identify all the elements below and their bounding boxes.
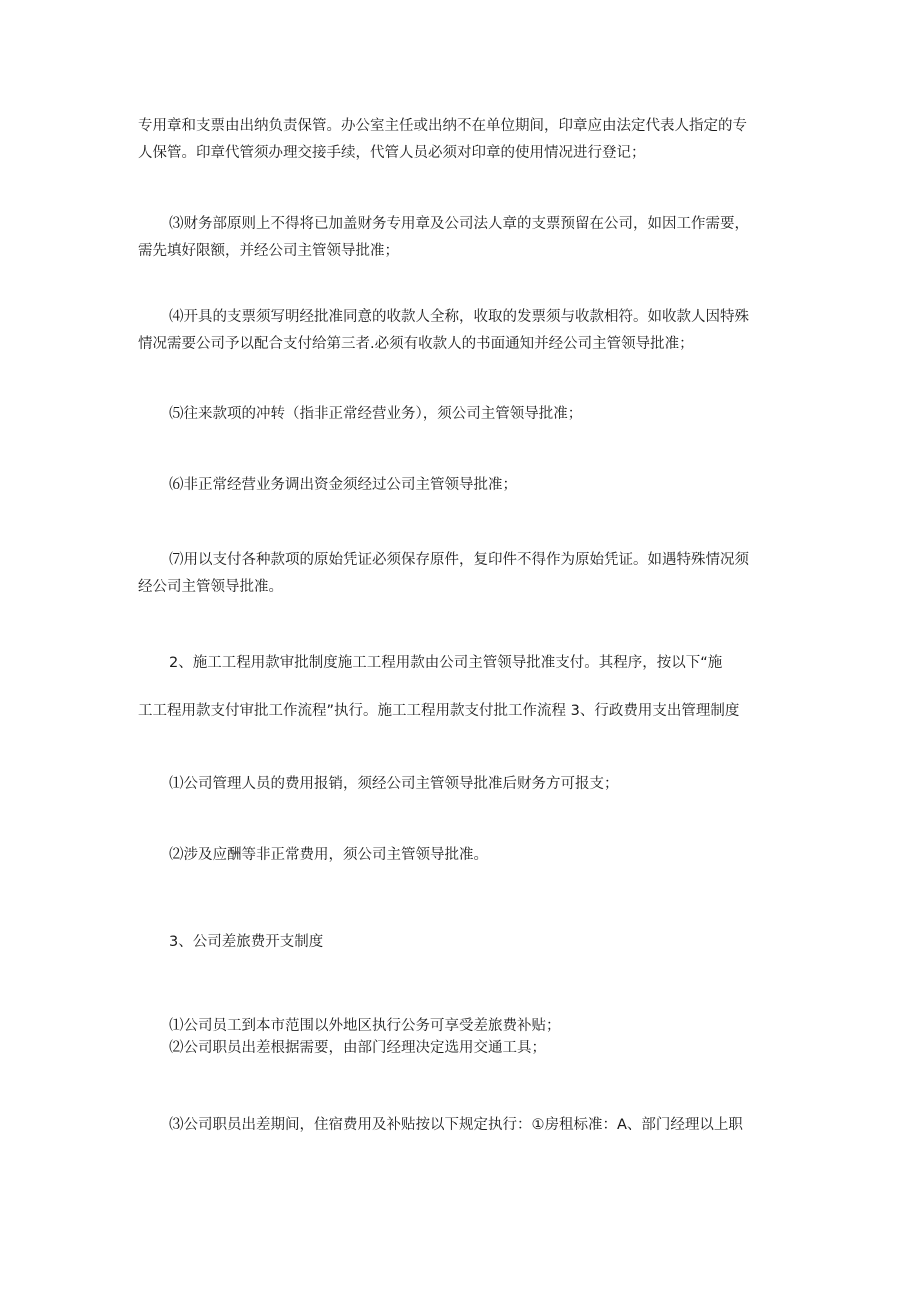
- section-heading-travel-expense: [138, 929, 798, 956]
- paragraph-line: ⑵公司职员出差根据需要，由部门经理决定选用交通工具；: [169, 1040, 546, 1056]
- paragraph-line: 3、公司差旅费开支制度: [169, 934, 324, 950]
- paragraph-admin-item-2: [138, 842, 798, 869]
- paragraph-line: 人保管。印章代管须办理交接手续，代管人员必须对印章的使用情况进行登记；: [138, 145, 646, 161]
- paragraph-section-2-continued: [138, 698, 798, 725]
- paragraph-line: ⑶公司职员出差期间，住宿费用及补贴按以下规定执行：①房租标准：A、部门经理以上职: [169, 1117, 743, 1133]
- paragraph-admin-item-1: [138, 771, 798, 798]
- paragraph-line: ⑶财务部原则上不得将已加盖财务专用章及公司法人章的支票预留在公司，如因工作需要，: [169, 216, 749, 232]
- paragraph-item-3-check-reservation: [138, 211, 798, 265]
- paragraph-seal-custody: [138, 113, 798, 167]
- paragraph-line: 经公司主管领导批准。: [138, 579, 283, 595]
- paragraph-line: 情况需要公司予以配合支付给第三者.必须有收款人的书面通知并经公司主管领导批准；: [138, 336, 694, 352]
- paragraph-line: ⑷开具的支票须写明经批准同意的收款人全称，收取的发票须与收款相符。如收款人因特殊: [169, 309, 749, 325]
- paragraph-item-7-vouchers: [138, 547, 798, 601]
- paragraph-item-6-funds: [138, 472, 798, 499]
- paragraph-item-4-check-payee: [138, 304, 798, 358]
- paragraph-line: ⑴公司管理人员的费用报销，须经公司主管领导批准后财务方可报支；: [169, 776, 619, 792]
- paragraph-line: 工工程用款支付审批工作流程”执行。施工工程用款支付批工作流程 3、行政费用支出管理制度: [138, 703, 740, 719]
- paragraph-line: ⑺用以支付各种款项的原始凭证必须保存原件，复印件不得作为原始凭证。如遇特殊情况须: [169, 552, 749, 568]
- paragraph-line: ⑸往来款项的冲转（指非正常经营业务），须公司主管领导批准；: [169, 406, 583, 422]
- paragraph-travel-items-1-2: [138, 1015, 798, 1059]
- paragraph-item-5-transfer: [138, 401, 798, 428]
- paragraph-travel-item-3: [138, 1112, 798, 1139]
- paragraph-section-2-construction: [138, 650, 798, 677]
- paragraph-line: 2、施工工程用款审批制度施工工程用款由公司主管领导批准支付。其程序，按以下“施: [169, 655, 723, 671]
- paragraph-line: ⑵涉及应酬等非正常费用，须公司主管领导批准。: [169, 847, 488, 863]
- paragraph-line: ⑹非正常经营业务调出资金须经过公司主管领导批准；: [169, 477, 517, 493]
- paragraph-line: 专用章和支票由出纳负责保管。办公室主任或出纳不在单位期间，印章应由法定代表人指定的专: [138, 118, 747, 134]
- paragraph-line: ⑴公司员工到本市范围以外地区执行公务可享受差旅费补贴；: [169, 1018, 561, 1034]
- paragraph-line: 需先填好限额，并经公司主管领导批准；: [138, 243, 399, 259]
